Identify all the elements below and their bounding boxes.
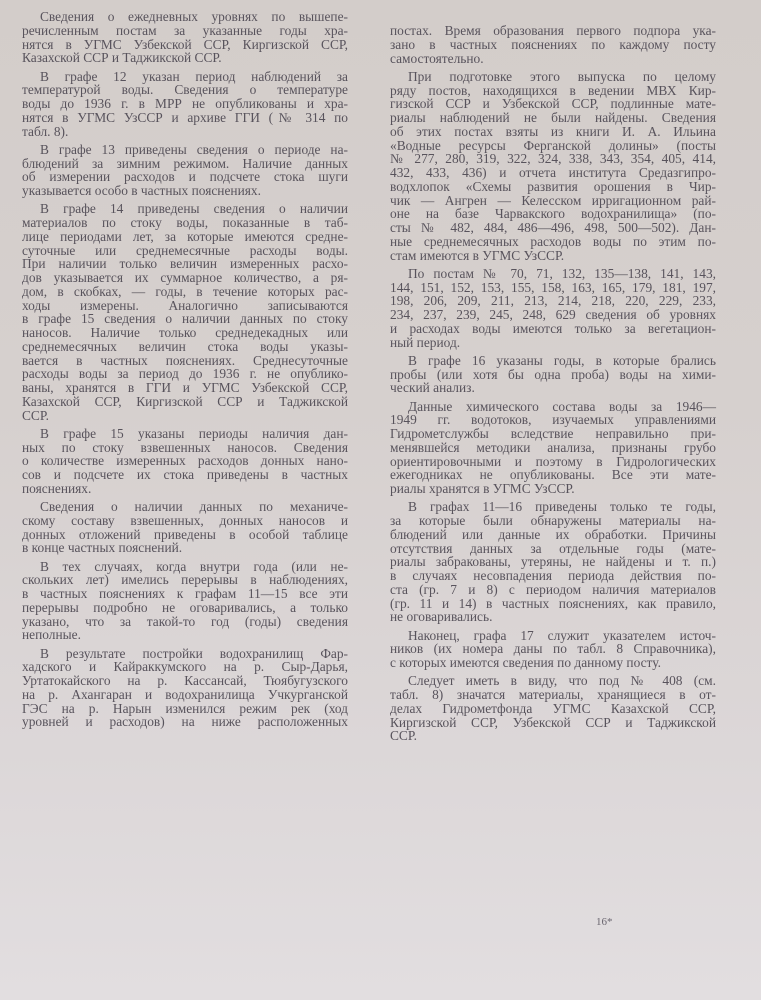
text-line: ежегодниках не опубликованы. Все эти мате-: [390, 467, 716, 483]
text-line: нятся в УГМС УзССР и архиве ГГИ (№ 314 по: [22, 109, 348, 125]
text-line: донных отложений приведены в особой таблице: [22, 526, 348, 542]
paragraph: [390, 267, 716, 350]
text-line: расходы воды за период до 1936 г. не опублико-: [22, 366, 348, 382]
text-line: дом, в скобках, — годы, в течение которых рас-: [22, 283, 348, 299]
paragraph: [22, 202, 348, 422]
text-line: В графе 15 указаны периоды наличия дан-: [40, 425, 348, 441]
text-line: ССР.: [390, 728, 417, 744]
paragraph: [390, 24, 716, 65]
text-line: Казахской ССР и Таджикской ССР.: [22, 50, 222, 66]
text-line: за которые были обнаружены материалы на-: [390, 513, 716, 528]
text-line: указывается особо в частных пояснениях.: [22, 183, 261, 198]
text-line: Наконец, графа 17 служит указателем источ-: [408, 627, 716, 643]
text-line: среднемесячных величин стока воды указы-: [22, 338, 348, 354]
text-line: блюдений или данные их обработки. Причины: [390, 526, 716, 542]
text-line: риалы забракованы, утеряны, не найдены и т. п.): [390, 554, 716, 570]
paragraph: [22, 427, 348, 496]
text-line: табл. 8) значатся материалы, хранящиеся в от-: [390, 687, 716, 702]
text-line: блюдений за зимним режимом. Наличие данных: [22, 155, 348, 171]
text-line: В графе 14 приведены сведения о наличии: [40, 201, 348, 217]
text-line: ных по стоку взвешенных наносов. Сведения: [22, 439, 348, 455]
text-line: отсутствия данных за отдельные годы (мате-: [390, 540, 716, 556]
paragraph: [22, 70, 348, 139]
text-line: делах Гидрометфонда УГМС Казахской ССР,: [390, 700, 716, 716]
text-line: ходы измерены. Аналогично записываются: [22, 297, 348, 313]
text-line: риалы хранятся в УГМС УзССР.: [390, 481, 575, 496]
text-line: В графе 13 приведены сведения о периоде на-: [40, 141, 348, 157]
text-line: в конце частных пояснений.: [22, 540, 183, 556]
paragraph: [22, 500, 348, 555]
text-line: лице периодами лет, за которые имеются средне-: [22, 228, 348, 244]
text-line: ССР.: [22, 407, 49, 423]
text-line: ГЭС на р. Нарын изменился режим рек (ход: [22, 700, 348, 716]
text-line: дов указывается их суммарное количество, а ря-: [22, 270, 348, 285]
text-line: о количестве измеренных расходов донных нано-: [22, 453, 348, 469]
text-line: ников (их номера даны по табл. 8 Справочника),: [390, 641, 716, 657]
paragraph: [390, 70, 716, 263]
text-line: Сведения о наличии данных по механиче-: [40, 499, 348, 514]
text-line: материалов по стоку воды, показанные в таб-: [22, 215, 348, 230]
text-line: чик — Ангрен — Келесском ирригационном рай-: [390, 192, 716, 208]
left-text-column: [22, 10, 348, 734]
text-line: ные среднемесячных расходов воды по этим по-: [390, 233, 716, 249]
text-line: скольких лет) имелись перерывы в наблюдениях,: [22, 572, 348, 588]
text-line: В графах 11—16 приведены только те годы,: [408, 499, 716, 515]
text-line: водхлопок «Схемы развития орошения в Чир-: [390, 178, 716, 194]
text-line: ческий анализ.: [390, 380, 475, 396]
text-line: В графе 12 указан период наблюдений за: [40, 68, 348, 84]
paragraph: [390, 674, 716, 743]
paragraph: [390, 629, 716, 670]
text-line: постах. Время образования первого подпора ука-: [390, 23, 716, 38]
text-line: вается в частных пояснениях. Среднесуточные: [22, 352, 348, 368]
text-line: сов и подсчете их стока приведены в частных: [22, 467, 348, 482]
text-line: с которых имеются сведения по данному посту.: [390, 655, 661, 670]
text-line: Киргизской ССР, Узбекской ССР и Таджикской: [390, 714, 716, 730]
paragraph: [22, 647, 348, 730]
text-line: суточные или среднемесячные расходы воды.: [22, 242, 348, 258]
text-line: 198, 206, 209, 211, 213, 214, 218, 220, 229, 233,: [390, 293, 716, 309]
text-line: воды до 1936 г. в МРР не опубликованы и хра-: [22, 96, 348, 111]
text-line: Гидрометслужбы вследствие неправильно при-: [390, 426, 716, 441]
text-line: № 277, 280, 319, 322, 324, 338, 343, 354, 405, 414,: [390, 151, 716, 167]
text-line: температурой воды. Сведения о температуре: [22, 82, 348, 98]
text-line: об этих постах взяты из книги И. А. Ильина: [390, 123, 716, 139]
text-line: стам имеются в УГМС УзССР.: [390, 247, 565, 263]
text-line: зано в частных пояснениях по каждому посту: [390, 36, 716, 52]
paragraph: [22, 560, 348, 643]
text-line: уровней и расходов) на ниже расположенных: [22, 714, 348, 730]
text-line: самостоятельно.: [390, 50, 484, 66]
text-line: ста (гр. 7 и 8) с периодом наличия материалов: [390, 581, 716, 597]
text-line: пояснениях.: [22, 480, 92, 496]
paragraph: [390, 354, 716, 395]
text-line: (гр. 11 и 14) в частных пояснениях, как правило,: [390, 595, 716, 611]
text-line: «Водные ресурсы Ферганской долины» (посты: [390, 137, 716, 153]
text-line: Сведения о ежедневных уровнях по вышепе-: [40, 9, 348, 24]
text-line: По постам № 70, 71, 132, 135—138, 141, 143,: [408, 265, 716, 281]
text-line: Уртатокайского на р. Кассансай, Тюябугузского: [22, 673, 348, 688]
text-line: В тех случаях, когда внутри года (или не-: [40, 558, 348, 574]
text-line: не оговаривались.: [390, 609, 493, 625]
text-line: ваны, хранятся в ГГИ и УГМС Узбекской ССР,: [22, 380, 348, 395]
text-line: В результате постройки водохранилищ Фар-: [40, 645, 348, 661]
paragraph: [22, 143, 348, 198]
text-line: оне на базе Чарвакского водохранилища» (по-: [390, 206, 716, 222]
text-line: сты № 482, 484, 486—496, 498, 500—502). Дан-: [390, 220, 716, 235]
text-line: табл. 8).: [22, 123, 69, 139]
text-line: и расходах воды имеются только за вегетацион-: [390, 320, 716, 336]
text-line: на р. Ахангаран и водохранилища Учкурганской: [22, 686, 348, 702]
right-text-column: [390, 24, 716, 748]
text-line: гизской ССР и Узбекской ССР, подлинные мате-: [390, 96, 716, 112]
text-line: ориентировочными и поэтому в Гидрологических: [390, 453, 716, 469]
text-line: речисленным постам за указанные годы хра-: [22, 22, 348, 38]
text-line: Следует иметь в виду, что под № 408 (см.: [408, 673, 716, 689]
page-number: 16*: [596, 916, 613, 928]
paragraph: [390, 500, 716, 624]
text-line: об измерении расходов и подсчете стока шуги: [22, 169, 348, 185]
text-line: хадского и Кайраккумского на р. Сыр-Дарья,: [22, 659, 348, 675]
text-line: ряду постов, находящихся в ведении МВХ Кир-: [390, 82, 716, 98]
text-line: наносов. Наличие только среднедекадных или: [22, 325, 348, 340]
text-line: 234, 237, 239, 245, 248, 629 сведения об уровнях: [390, 307, 716, 322]
text-line: ный период.: [390, 334, 461, 350]
text-line: в частных пояснениях к графам 11—15 все эти: [22, 586, 348, 601]
text-line: менявшейся методики анализа, признаны грубо: [390, 439, 716, 455]
text-line: скому составу взвешенных, донных наносов и: [22, 512, 348, 528]
text-line: 144, 151, 152, 153, 155, 158, 163, 165, 179, 181, 197,: [390, 279, 716, 295]
text-line: пробы (или хотя бы одна проба) воды на хими-: [390, 366, 716, 382]
text-line: При подготовке этого выпуска по целому: [408, 68, 716, 84]
text-line: указано, что за такой-то год (годы) сведения: [22, 613, 348, 629]
text-line: 432, 433, 436) и отчета института Средазгипро-: [390, 165, 716, 180]
text-line: риалы наблюдений не были найдены. Сведения: [390, 110, 716, 125]
text-line: перерывы подробно не оговаривались, а только: [22, 599, 348, 615]
paragraph: [22, 10, 348, 65]
paragraph: [390, 400, 716, 496]
text-line: нятся в УГМС Узбекской ССР, Киргизской ССР,: [22, 36, 348, 52]
text-line: в графе 15 сведения о наличии данных по стоку: [22, 311, 348, 327]
text-line: Данные химического состава воды за 1946—: [408, 398, 716, 414]
text-line: 1949 гг. водотоков, изучаемых управлениями: [390, 412, 716, 428]
text-line: Казахской ССР, Киргизской ССР и Таджикской: [22, 393, 348, 409]
text-line: неполные.: [22, 627, 81, 643]
text-line: При наличии только величин измеренных расхо-: [22, 256, 348, 272]
text-line: В графе 16 указаны годы, в которые брались: [408, 352, 716, 368]
text-line: в случаях несовпадения периода действия по-: [390, 568, 716, 583]
